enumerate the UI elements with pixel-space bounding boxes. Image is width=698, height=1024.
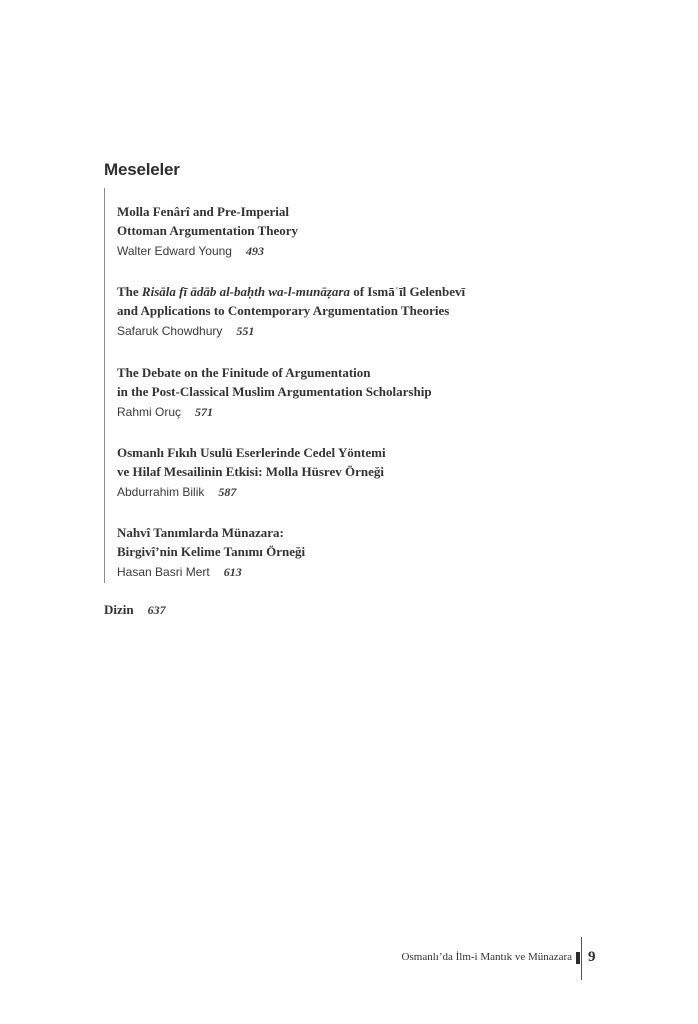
section-heading: Meseleler <box>104 160 180 179</box>
entry-meta <box>117 484 587 500</box>
entry-title <box>117 282 587 320</box>
entry-title-prefix: The <box>117 284 142 299</box>
entry-title <box>117 363 587 401</box>
running-footer-title: Osmanlı’da İlm-i Mantık ve Münazara <box>401 951 572 963</box>
contents-entry <box>117 282 587 339</box>
entry-title-line: and Applications to Contemporary Argumentation Theories <box>117 303 450 318</box>
footer-divider <box>581 937 582 980</box>
entry-page-number: 493 <box>245 244 264 258</box>
entry-title-line: Nahvî Tanımlarda Münazara: <box>117 525 284 540</box>
index-page-number: 637 <box>147 603 166 617</box>
entry-meta <box>117 564 587 580</box>
entry-title <box>117 523 587 561</box>
entry-title-line: The Debate on the Finitude of Argumentation <box>117 365 371 380</box>
entry-title <box>117 443 587 481</box>
entry-page-number: 571 <box>195 405 214 419</box>
entry-author: Safaruk Chowdhury <box>117 324 223 338</box>
entry-author: Abdurrahim Bilik <box>117 485 205 499</box>
contents-list <box>104 188 585 583</box>
entry-title-italic: Risāla fī ādāb al-baḥth wa-l-munāẓara <box>141 284 350 299</box>
entry-page-number: 587 <box>218 485 237 499</box>
entry-title-line <box>117 282 587 301</box>
contents-entry <box>117 523 587 580</box>
entry-title-line: ve Hilaf Mesailinin Etkisi: Molla Hüsrev Örneği <box>117 464 384 479</box>
contents-entry <box>117 202 587 259</box>
entry-title <box>117 202 587 240</box>
entry-title-line: Birgivî’nin Kelime Tanımı Örneği <box>117 544 306 559</box>
index-label: Dizin <box>104 602 134 617</box>
entry-meta <box>117 243 587 259</box>
entry-page-number: 613 <box>223 565 242 579</box>
entry-title-line: in the Post-Classical Muslim Argumentation Scholarship <box>117 384 432 399</box>
entry-meta <box>117 323 587 339</box>
entry-title-line: Ottoman Argumentation Theory <box>117 223 299 238</box>
contents-entry <box>117 443 587 500</box>
entry-title-line: Molla Fenârî and Pre-Imperial <box>117 204 289 219</box>
entry-title-suffix: of Ismāʿīl Gelenbevī <box>349 284 466 299</box>
folio-page-number: 9 <box>588 949 596 965</box>
footer-marker <box>576 952 580 964</box>
entry-title-line: Osmanlı Fıkıh Usulü Eserlerinde Cedel Yöntemi <box>117 445 386 460</box>
index-entry <box>104 601 166 619</box>
entry-meta <box>117 404 587 420</box>
entry-author: Hasan Basri Mert <box>117 565 210 579</box>
contents-entry <box>117 363 587 420</box>
entry-author: Walter Edward Young <box>117 244 232 258</box>
entry-author: Rahmi Oruç <box>117 405 182 419</box>
entry-page-number: 551 <box>236 324 255 338</box>
